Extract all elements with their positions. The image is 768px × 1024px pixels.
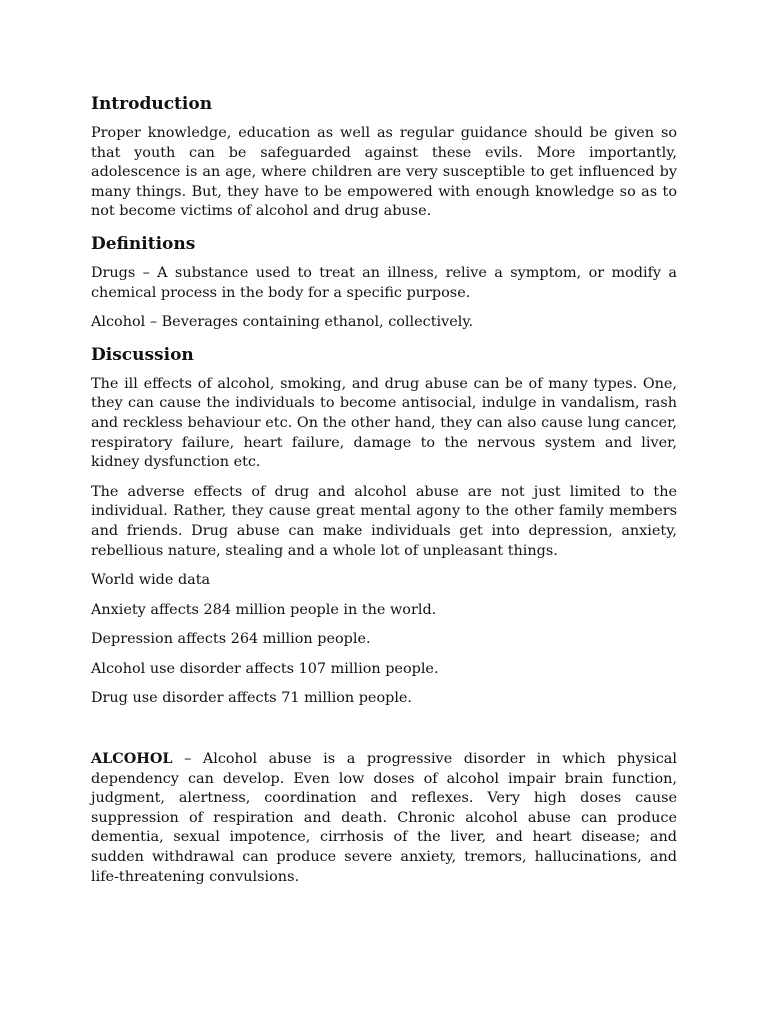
- section-spacer: [91, 719, 677, 749]
- introduction-paragraph: Proper knowledge, education as well as regular guidance should be given so that youth can be safeguarded against these evils. More importantly, adolescence is an age, where children are very susceptible to get influenced by many things. But, they have to be empowered with enough knowledge so as to not become victims of alcohol and drug abuse.: [91, 125, 677, 220]
- world-data-item: Depression affects 264 million people.: [91, 631, 371, 648]
- world-data-item: Drug use disorder affects 71 million people.: [91, 690, 413, 707]
- discussion-paragraph-1: The ill effects of alcohol, smoking, and drug abuse can be of many types. One, they can cause the individuals to become antisocial, indulge in vandalism, rash and reckless behaviour etc. On the other hand, they can also cause lung cancer, respiratory failure, heart failure, damage to the nervous system and liver, kidney dysfunction etc.: [91, 375, 677, 471]
- document-page: [91, 90, 677, 897]
- alcohol-text: – Alcohol abuse is a progressive disorder in which physical dependency can develop. Even low doses of alcohol impair brain function, judgment, alertness, coordination and reflexes. Very high doses cause suppression of respiration and death. Chronic alcohol abuse can produce dementia, sexual impotence, cirrhosis of the liver, and heart disease; and sudden withdrawal can produce severe anxiety, tremors, hallucinations, and life-threatening convulsions.: [91, 751, 677, 885]
- introduction-heading: Introduction: [91, 94, 213, 114]
- world-data-item: Anxiety affects 284 million people in the world.: [91, 601, 437, 618]
- discussion-paragraph-2: The adverse effects of drug and alcohol abuse are not just limited to the individual. Rather, they cause great mental agony to the other family members and friends. Drug abuse can make individuals get into depression, anxiety, rebellious nature, stealing and a whole lot of unpleasant things.: [91, 483, 677, 559]
- world-data-item: Alcohol use disorder affects 107 million people.: [91, 660, 439, 677]
- definitions-heading: Definitions: [91, 233, 196, 254]
- definition-drugs: Drugs – A substance used to treat an illness, relive a symptom, or modify a chemical process in the body for a specific purpose.: [91, 264, 677, 301]
- alcohol-term: ALCOHOL: [91, 750, 173, 768]
- world-data-label: World wide data: [91, 572, 211, 589]
- alcohol-paragraph: [91, 749, 677, 887]
- definition-alcohol: Alcohol – Beverages containing ethanol, collectively.: [91, 314, 474, 331]
- discussion-heading: Discussion: [91, 344, 194, 365]
